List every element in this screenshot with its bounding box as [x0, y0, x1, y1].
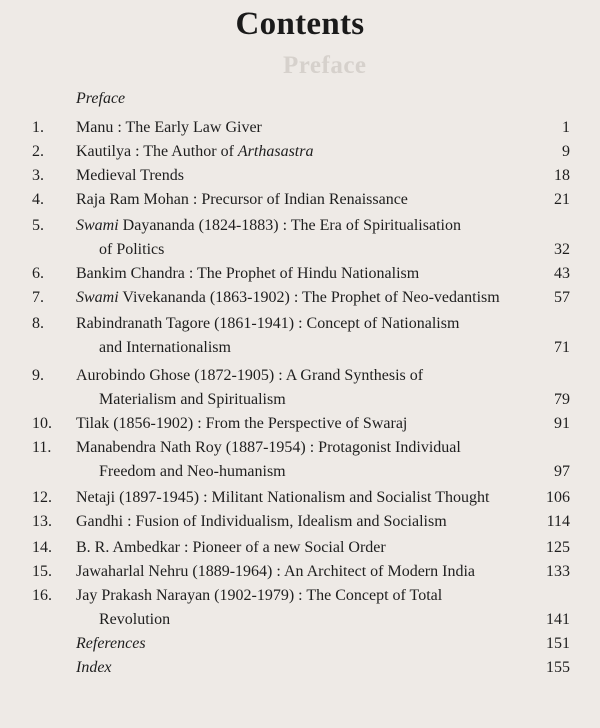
- entry-page: 114: [546, 513, 570, 530]
- entry-title-continued: Freedom and Neo-humanism: [99, 463, 286, 480]
- entry-title: Manabendra Nath Roy (1887-1954) : Protagonist Individual: [76, 439, 461, 456]
- entry-number: 5.: [32, 217, 44, 234]
- entry-page: 57: [554, 289, 570, 306]
- entry-number: 3.: [32, 167, 44, 184]
- entry-number: 4.: [32, 191, 44, 208]
- entry-title: Jay Prakash Narayan (1902-1979) : The Concept of Total: [76, 587, 443, 604]
- entry-number: 11.: [32, 439, 52, 456]
- entry-page: 91: [554, 415, 570, 432]
- entry-title: Medieval Trends: [76, 167, 184, 184]
- entry-title: Swami Vivekananda (1863-1902) : The Prophet of Neo-vedantism: [76, 289, 500, 306]
- entry-title: Aurobindo Ghose (1872-1905) : A Grand Synthesis of: [76, 367, 424, 384]
- entry-title: Manu : The Early Law Giver: [76, 119, 262, 136]
- entry-title-continued: Materialism and Spiritualism: [99, 391, 286, 408]
- entry-title-continued: and Internationalism: [99, 339, 231, 356]
- entry-page: 32: [554, 241, 570, 258]
- entry-number: 14.: [32, 539, 52, 556]
- entry-number: 10.: [32, 415, 52, 432]
- entry-page: 106: [546, 489, 570, 506]
- entry-title: Gandhi : Fusion of Individualism, Idealism and Socialism: [76, 513, 447, 530]
- entry-number: 9.: [32, 367, 44, 384]
- toc-preface: Preface: [76, 90, 126, 107]
- index-label: Index: [76, 659, 112, 676]
- index-page: 155: [546, 659, 570, 676]
- entry-page: 133: [546, 563, 570, 580]
- entry-number: 7.: [32, 289, 44, 306]
- entry-title: Bankim Chandra : The Prophet of Hindu Nationalism: [76, 265, 420, 282]
- entry-number: 16.: [32, 587, 52, 604]
- entry-title: Jawaharlal Nehru (1889-1964) : An Architect of Modern India: [76, 563, 475, 580]
- entry-title: Netaji (1897-1945) : Militant Nationalism and Socialist Thought: [76, 489, 490, 506]
- entry-title-continued: Revolution: [99, 611, 171, 628]
- references-page: 151: [546, 635, 570, 652]
- entry-page: 141: [546, 611, 570, 628]
- entry-number: 2.: [32, 143, 44, 160]
- entry-page: 125: [546, 539, 570, 556]
- entry-page: 9: [562, 143, 570, 160]
- entry-page: 21: [554, 191, 570, 208]
- entry-number: 1.: [32, 119, 44, 136]
- entry-title: Swami Dayananda (1824-1883) : The Era of Spiritualisation: [76, 217, 461, 234]
- entry-title: Tilak (1856-1902) : From the Perspective of Swaraj: [76, 415, 408, 432]
- entry-title: Kautilya : The Author of Arthasastra: [76, 143, 314, 160]
- entry-number: 12.: [32, 489, 52, 506]
- entry-number: 15.: [32, 563, 52, 580]
- bleed-through-heading: Preface: [283, 52, 367, 79]
- entry-page: 71: [554, 339, 570, 356]
- entry-title: Raja Ram Mohan : Precursor of Indian Renaissance: [76, 191, 408, 208]
- entry-title-continued: of Politics: [99, 241, 165, 258]
- entry-title: Rabindranath Tagore (1861-1941) : Concept of Nationalism: [76, 315, 460, 332]
- entry-title: B. R. Ambedkar : Pioneer of a new Social Order: [76, 539, 386, 556]
- references-label: References: [76, 635, 146, 652]
- entry-number: 6.: [32, 265, 44, 282]
- entry-number: 13.: [32, 513, 52, 530]
- entry-page: 1: [562, 119, 570, 136]
- entry-page: 43: [554, 265, 570, 282]
- entry-page: 79: [554, 391, 570, 408]
- entry-page: 18: [554, 167, 570, 184]
- page-title: Contents: [235, 6, 365, 42]
- entry-page: 97: [554, 463, 570, 480]
- entry-number: 8.: [32, 315, 44, 332]
